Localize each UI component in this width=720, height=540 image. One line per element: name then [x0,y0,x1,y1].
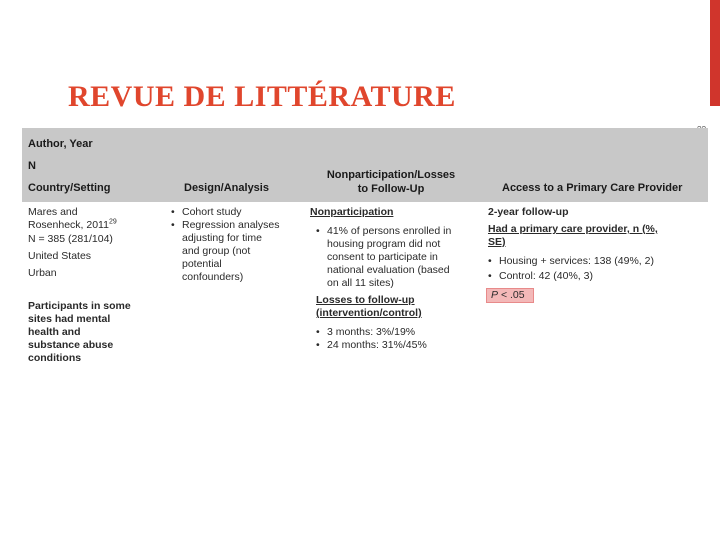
bullet-text: consent to participate in [327,251,438,263]
losses-bullet [316,339,482,352]
nonparticipation-bullet [316,225,482,290]
evidence-table [22,128,708,372]
losses-heading [316,294,482,320]
participants-note [28,300,168,365]
bullet-text: on all 11 sites) [327,277,394,289]
accent-bar [710,0,720,106]
losses-heading-line2: (intervention/control) [316,307,422,319]
access-bullet [488,270,706,283]
header-n: N [28,160,36,172]
access-bullet [488,255,706,268]
country: United States [28,250,92,262]
header-nonparticipation-line2: to Follow-Up [357,183,425,195]
note-line: Participants in some [28,300,131,312]
p-value: < .05 [500,289,525,301]
nonparticipation-heading: Nonparticipation [310,206,394,218]
losses-heading-line1: Losses to follow-up [316,294,415,306]
header-nonparticipation-line1: Nonparticipation/Losses [326,169,456,181]
author-line2 [28,219,168,232]
bullet-text: adjusting for time [182,232,262,244]
note-line: sites had mental [28,313,111,325]
design-bullet [171,206,311,219]
p-value-row [488,288,706,303]
bullet-text: national evaluation (based [327,264,450,276]
losses-bullet [316,326,482,339]
author-name-year: Rosenheck, 2011 [28,219,109,231]
header-country-setting: Country/Setting [28,182,111,194]
bullet-text: • Cohort study [182,206,242,218]
p-value-highlight [486,288,534,303]
bullet-text: and group (not [182,245,251,257]
setting: Urban [28,267,57,279]
author-line1: Mares and [28,206,78,218]
bullet-text: • 24 months: 31%/45% [327,339,427,351]
note-line: health and [28,326,81,338]
note-line: conditions [28,352,82,364]
p-symbol: P [491,289,499,301]
header-access-primary-care: Access to a Primary Care Provider [502,182,683,194]
note-line: substance abuse [28,339,114,351]
slide-title: REVUE DE LITTÉRATURE [68,80,456,113]
header-design-analysis: Design/Analysis [184,182,269,194]
provider-heading [488,223,706,249]
bullet-text: • Control: 42 (40%, 3) [499,270,593,282]
sample-size: N = 385 (281/104) [28,233,113,245]
cell-author-setting [28,206,168,365]
bullet-text: housing program did not [327,238,441,250]
bullet-text: potential [182,258,222,270]
header-author-year: Author, Year [28,138,93,150]
followup-heading: 2-year follow-up [488,206,569,218]
provider-heading-line1: Had a primary care provider, n (%, [488,223,658,235]
cell-access-primary-care [488,206,706,303]
bullet-text: • Regression analyses [182,219,280,231]
bullet-text: confounders) [182,271,244,283]
bullet-text: • Housing + services: 138 (49%, 2) [499,255,654,267]
header-nonparticipation [318,168,464,196]
reference-number: 29 [108,218,117,226]
bullet-text: • 41% of persons enrolled in [327,225,452,237]
cell-design-analysis [171,206,311,284]
bullet-text: • 3 months: 3%/19% [327,326,416,338]
table-header [22,128,708,202]
design-bullet [171,219,311,284]
provider-heading-line2: SE) [488,236,506,248]
cell-nonparticipation [310,206,482,352]
